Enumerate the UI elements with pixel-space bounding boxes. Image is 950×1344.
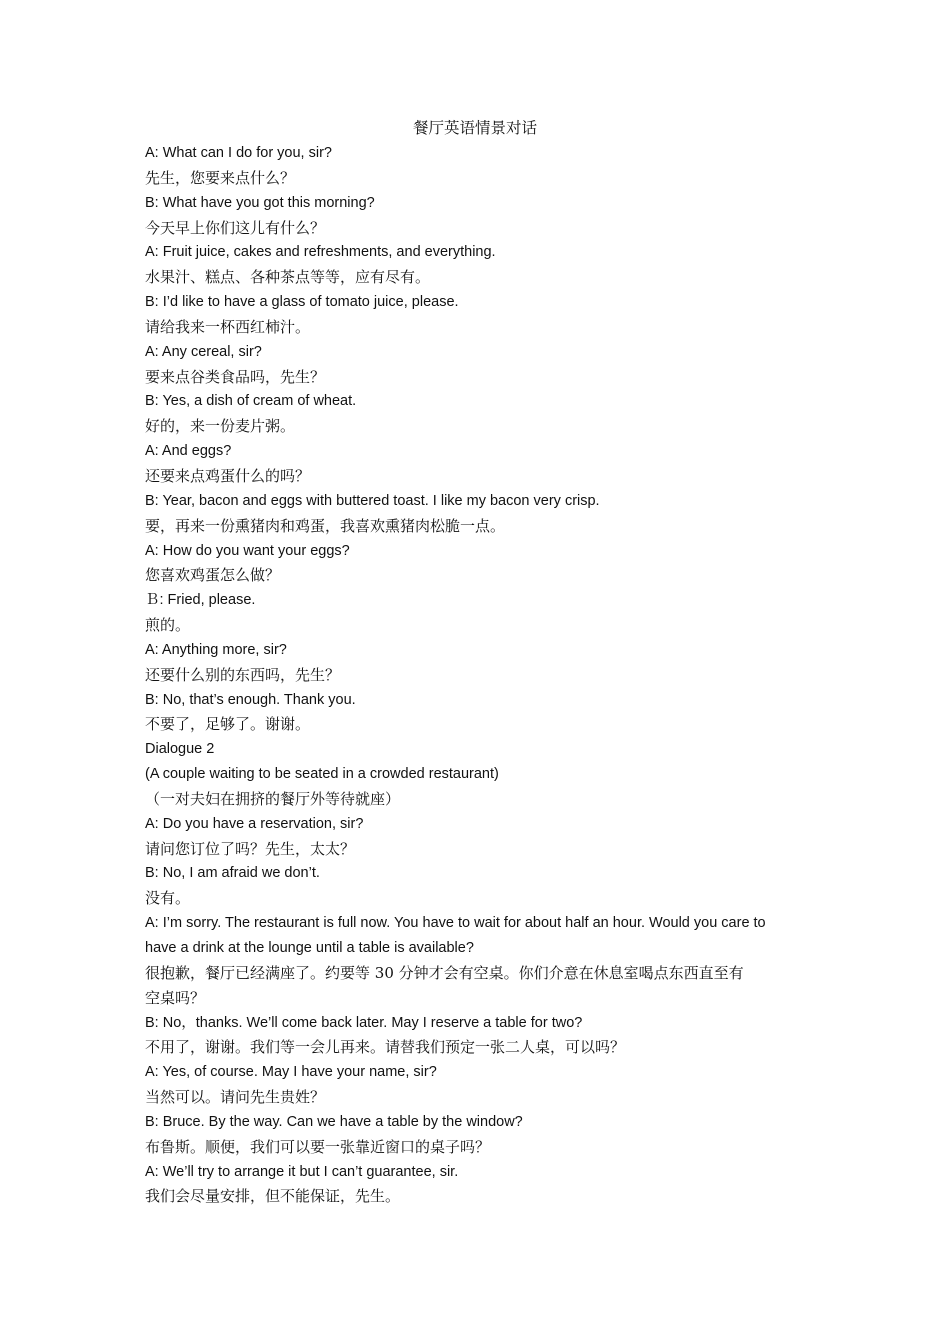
english-line: B: What have you got this morning? xyxy=(145,194,375,211)
english-line: A: And eggs? xyxy=(145,443,232,460)
chinese-line: 请给我来一杯西红柿汁。 xyxy=(145,317,311,336)
chinese-line: 煎的。 xyxy=(145,616,191,635)
chinese-line: 当然可以。请问先生贵姓？ xyxy=(145,1088,326,1107)
english-line: B: Yes, a dish of cream of wheat. xyxy=(145,393,357,410)
page-title: 餐厅英语情景对话 xyxy=(412,119,537,137)
chinese-line: 空桌吗？ xyxy=(145,988,206,1007)
english-line: A: Yes, of course. May I have your name, sir? xyxy=(145,1064,437,1081)
english-line: B: I’d like to have a glass of tomato juice, please. xyxy=(145,294,459,311)
english-line: A: Anything more, sir? xyxy=(145,641,287,658)
chinese-line: 不要了，足够了。谢谢。 xyxy=(145,715,311,734)
english-line: A: I’m sorry. The restaurant is full now. You have to wait for about half an hour. Would you care to xyxy=(145,915,766,932)
english-line: (A couple waiting to be seated in a crowded restaurant) xyxy=(145,766,499,783)
english-line: B: Bruce. By the way. Can we have a table by the window? xyxy=(145,1113,523,1130)
chinese-line: 好的，来一份麦片粥。 xyxy=(145,417,296,436)
english-line: A: Any cereal, sir? xyxy=(145,343,262,360)
chinese-line: 布鲁斯。顺便，我们可以要一张靠近窗口的桌子吗？ xyxy=(145,1137,491,1156)
dialogue-body xyxy=(145,141,813,1209)
chinese-line: 水果汁、糕点、各种茶点等等，应有尽有。 xyxy=(145,268,431,287)
chinese-line: 我们会尽量安排，但不能保证，先生。 xyxy=(145,1187,401,1206)
chinese-line: 您喜欢鸡蛋怎么做？ xyxy=(145,566,281,585)
chinese-line: 还要来点鸡蛋什么的吗？ xyxy=(145,466,311,485)
english-line: B: No，thanks. We’ll come back later. May I reserve a table for two? xyxy=(145,1014,583,1031)
english-line: Dialogue 2 xyxy=(145,741,215,758)
english-line: A: Fruit juice, cakes and refreshments, and everything. xyxy=(145,244,496,261)
chinese-line: 没有。 xyxy=(145,889,191,908)
english-line: B: No, I am afraid we don’t. xyxy=(145,865,320,882)
chinese-line: 不用了，谢谢。我们等一会儿再来。请替我们预定一张二人桌，可以吗？ xyxy=(145,1038,626,1057)
chinese-line: 要来点谷类食品吗，先生？ xyxy=(145,367,326,386)
chinese-line: 先生，您要来点什么？ xyxy=(145,168,296,187)
chinese-line: 还要什么别的东西吗，先生？ xyxy=(145,665,341,684)
english-line: A: How do you want your eggs? xyxy=(145,542,350,559)
english-line: B: Year, bacon and eggs with buttered toast. I like my bacon very crisp. xyxy=(145,492,600,509)
english-line: B: No, that’s enough. Thank you. xyxy=(145,691,356,708)
english-line: A: What can I do for you, sir? xyxy=(145,145,332,161)
english-line: Ｂ: Fried, please. xyxy=(145,592,256,609)
chinese-line: 很抱歉，餐厅已经满座了。约要等 30 分钟才会有空桌。你们介意在休息室喝点东西直至有 xyxy=(145,963,744,982)
chinese-line: 请问您订位了吗？先生，太太？ xyxy=(145,839,356,858)
chinese-line: 要，再来一份熏猪肉和鸡蛋，我喜欢熏猪肉松脆一点。 xyxy=(145,516,506,535)
chinese-line: （一对夫妇在拥挤的餐厅外等待就座） xyxy=(145,789,401,808)
english-line: have a drink at the lounge until a table is available? xyxy=(145,940,474,956)
english-line: A: We’ll try to arrange it but I can’t guarantee, sir. xyxy=(145,1163,459,1180)
english-line: A: Do you have a reservation, sir? xyxy=(145,815,364,832)
chinese-line: 今天早上你们这儿有什么？ xyxy=(145,218,326,237)
